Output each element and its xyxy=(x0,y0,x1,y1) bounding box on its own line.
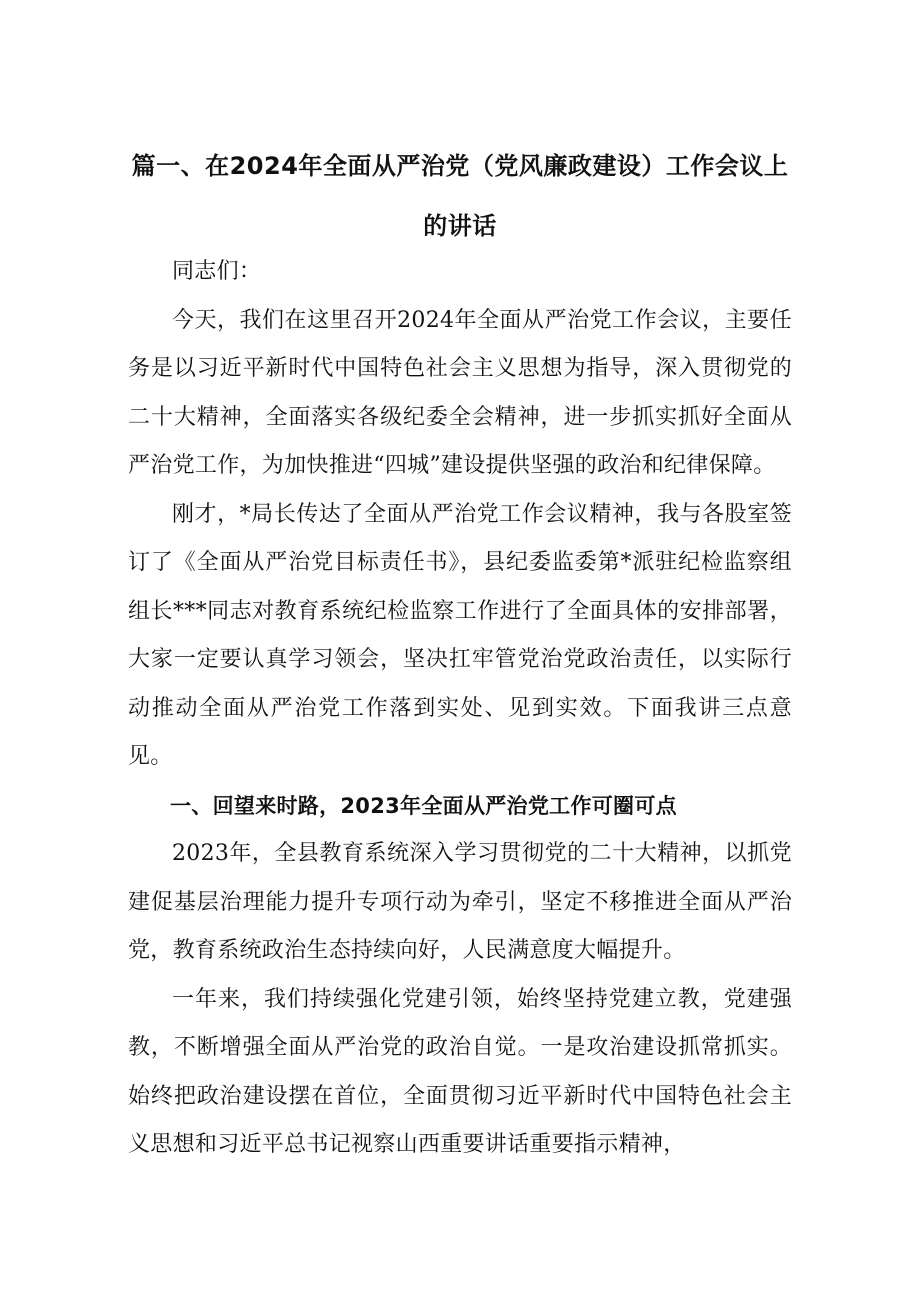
document-body xyxy=(128,248,792,1170)
document-title-line-1: 篇一、在2024年全面从严治党（党风廉政建设）工作会议上 xyxy=(131,152,789,180)
paragraph-intro: 今天，我们在这里召开2024年全面从严治党工作会议，主要任务是以习近平新时代中国特色社会主义思想为指导，深入贯彻党的二十大精神，全面落实各级纪委全会精神，进一步抓实抓好全面从严治党工作，为加快推进“四城”建设提供坚强的政治和纪律保障。 xyxy=(128,307,792,478)
paragraph-arrangements: 刚才，*局长传达了全面从严治党工作会议精神，我与各股室签订了《全面从严治党目标责任书》，县纪委监委第*派驻纪检监察组组长***同志对教育系统纪检监察工作进行了全面具体的安排部署，大家一定要认真学习领会，坚决扛牢管党治党政治责任，以实际行动推动全面从严治党工作落到实处、见到实效。下面我讲三点意见。 xyxy=(128,501,792,769)
paragraph-party-building: 一年来，我们持续强化党建引领，始终坚持党建立教，党建强教，不断增强全面从严治党的政治自觉。一是攻治建设抓常抓实。始终把政治建设摆在首位，全面贯彻习近平新时代中国特色社会主义思想和习近平总书记视察山西重要讲话重要指示精神， xyxy=(128,986,792,1157)
section-heading-1: 一、回望来时路，2023年全面从严治党工作可圈可点 xyxy=(170,793,677,818)
greeting: 同志们： xyxy=(172,259,262,284)
document-title-line-2: 的讲话 xyxy=(423,212,497,240)
paragraph-2023-summary: 2023年，全县教育系统深入学习贯彻党的二十大精神，以抓党建促基层治理能力提升专项行动为牵引，坚定不移推进全面从严治党，教育系统政治生态持续向好，人民满意度大幅提升。 xyxy=(128,841,792,963)
